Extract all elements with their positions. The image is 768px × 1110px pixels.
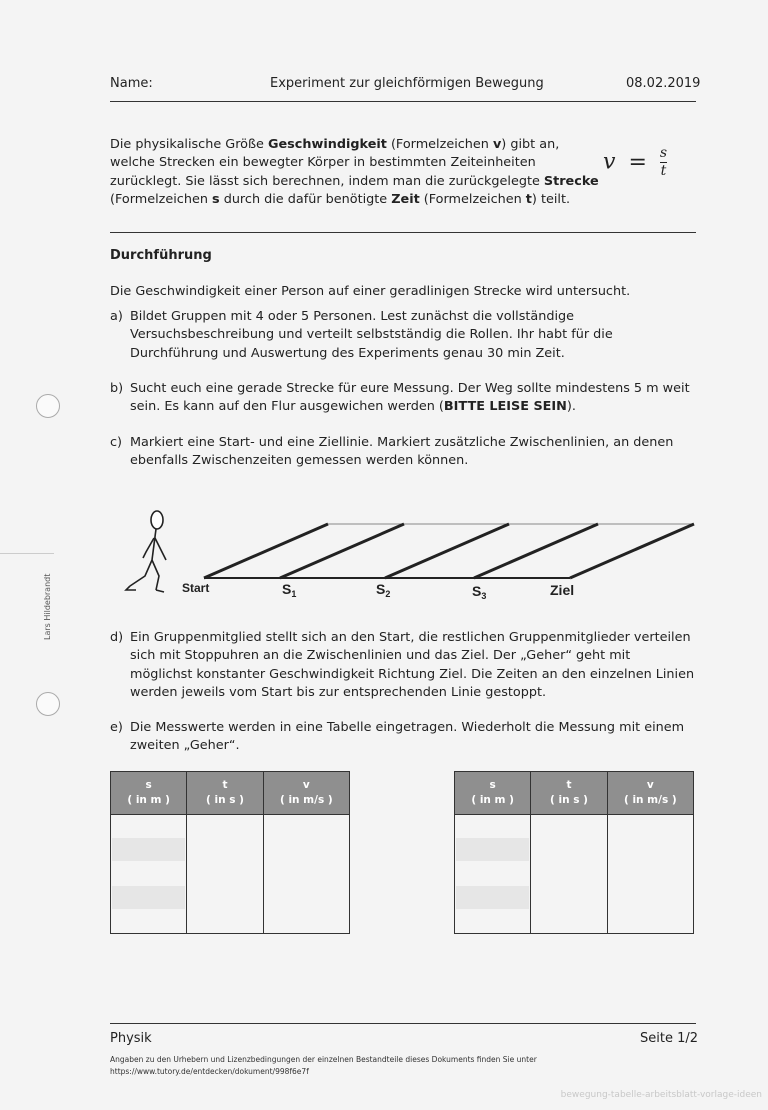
fold-mark: [0, 553, 54, 554]
watermark: bewegung-tabelle-arbeitsblatt-vorlage-ideen: [560, 1090, 762, 1100]
col-header-v: v ( in m/s ): [607, 772, 693, 815]
table-cell-v[interactable]: [263, 815, 349, 934]
label-s3: $S_3$: [472, 583, 487, 601]
track-diagram: [110, 500, 710, 606]
table-cell-s[interactable]: [111, 815, 187, 934]
table-cell-v[interactable]: [607, 815, 693, 934]
label-s1: $S_1$: [282, 581, 297, 599]
finish-line: [570, 524, 694, 578]
table-cell-t[interactable]: [187, 815, 263, 934]
punch-hole: [36, 394, 60, 418]
velocity-formula: v = $\frac{s}{t}$: [603, 145, 668, 179]
page-title: Experiment zur gleichförmigen Bewegung: [270, 76, 544, 91]
line-s1: [280, 524, 404, 578]
measurement-table-2: [454, 771, 694, 934]
col-header-s: s ( in m ): [455, 772, 531, 815]
col-header-t: t ( in s ): [187, 772, 263, 815]
col-header-v: v ( in m/s ): [263, 772, 349, 815]
start-line: [204, 524, 328, 578]
footer-rule: [110, 1023, 696, 1024]
step-c: c) Markiert eine Start- und eine Ziellinie. Markiert zusätzliche Zwischenlinien, an denen ebenfalls Zwischenzeiten gemessen werden können.: [110, 435, 674, 469]
footer-page: Seite 1/2: [640, 1031, 699, 1046]
name-label: Name:: [110, 76, 153, 91]
table-cell-t[interactable]: [531, 815, 607, 934]
footer-license-note: Angaben zu den Urhebern und Lizenzbedingungen der einzelnen Bestandteile dieses Dokuments finden Sie unter: [110, 1055, 537, 1064]
step-e: e) Die Messwerte werden in eine Tabelle eingetragen. Wiederholt die Messung mit einem zweiten „Geher“.: [110, 720, 685, 754]
header-rule: [110, 101, 696, 102]
walker-figure: [126, 511, 166, 592]
measurement-table-1: [110, 771, 350, 934]
col-header-t: t ( in s ): [531, 772, 607, 815]
label-s2: $S_2$: [376, 581, 391, 599]
footer-license-url[interactable]: https://www.tutory.de/entdecken/dokument/998f6e7f: [110, 1067, 309, 1076]
table-cell-s[interactable]: [455, 815, 531, 934]
label-start: Start: [182, 581, 210, 595]
lead-text: Die Geschwindigkeit einer Person auf einer geradlinigen Strecke wird untersucht.: [110, 284, 631, 299]
section-rule: [110, 232, 696, 233]
intro-paragraph: Die physikalische Größe Geschwindigkeit (Formelzeichen v) gibt an, welche Strecken ein bewegter Körper in bestimmten Zeiteinheiten zurücklegt. Sie lässt sich berechnen, indem man die zurückgelegte Strecke (Formelzeichen s durch die dafür benötigte Zeit (Formelzeichen t) teilt.: [110, 137, 599, 207]
punch-hole: [36, 692, 60, 716]
label-ziel: Ziel: [550, 582, 575, 598]
col-header-s: s ( in m ): [111, 772, 187, 815]
date: 08.02.2019: [626, 76, 701, 91]
step-a: a) Bildet Gruppen mit 4 oder 5 Personen. Lest zunächst die vollständige Versuchsbeschreibung und verteilt selbstständig die Rollen. Ihr habt für die Durchführung und Auswertung des Experiments genau 30 min Zeit.: [110, 309, 613, 361]
footer-subject: Physik: [110, 1031, 152, 1046]
step-d: d) Ein Gruppenmitglied stellt sich an den Start, die restlichen Gruppenmitglieder verteilen sich mit Stoppuhren an die Zwischenlinien und das Ziel. Der „Geher“ geht mit möglichst konstanter Geschwindigkeit Richtung Ziel. Die Zeiten an den einzelnen Linien werden jeweils vom Start bis zur entsprechenden Linie gestoppt.: [110, 630, 695, 700]
step-b: b) Sucht euch eine gerade Strecke für eure Messung. Der Weg sollte mindestens 5 m weit sein. Es kann auf den Flur ausgewichen werden (BITTE LEISE SEIN).: [110, 381, 690, 415]
section-title: Durchführung: [110, 248, 212, 263]
side-credit: Lars Hildebrandt: [43, 573, 52, 640]
